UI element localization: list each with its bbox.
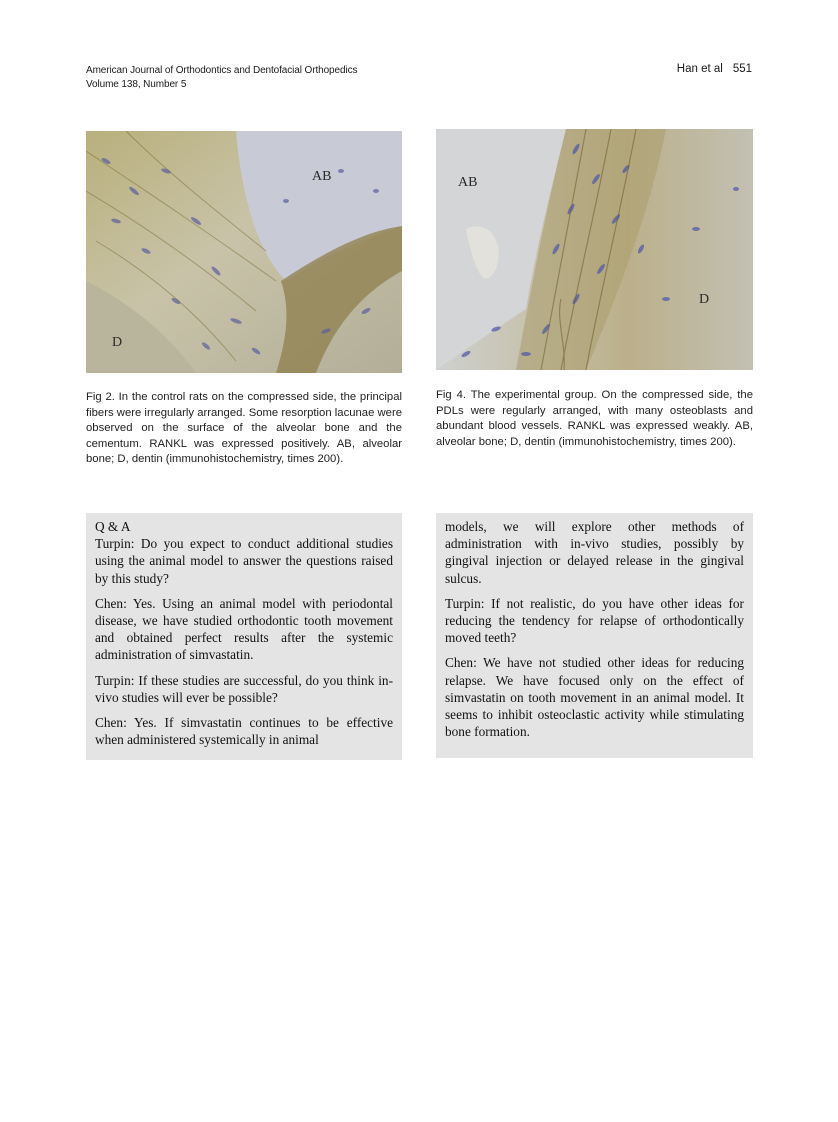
qa-paragraph: Turpin: Do you expect to conduct additional studies using the animal model to answer the questions raised by this study? xyxy=(95,536,393,586)
fig2-label-ab: AB xyxy=(312,169,332,184)
qa-paragraph: Chen: Yes. Using an animal model with periodontal disease, we have studied orthodontic tooth movement and obtained perfect results after the systemic administration of simvastatin. xyxy=(95,595,393,663)
figure-2-image xyxy=(86,131,402,373)
fig2-label-d: D xyxy=(112,335,123,350)
qa-paragraph: Turpin: If not realistic, do you have other ideas for reducing the tendency for relapse of orthodontically moved teeth? xyxy=(445,595,744,646)
running-header xyxy=(86,64,357,92)
qa-box-right xyxy=(436,513,753,758)
fig4-label-ab: AB xyxy=(458,175,478,190)
page-header-right xyxy=(677,63,752,75)
figure-4-image xyxy=(436,129,753,370)
figure-4-caption: Fig 4. The experimental group. On the compressed side, the PDLs were regularly arranged, with many osteoblasts and abundant blood vessels. RANKL was expressed weakly. AB, alveolar bone; D, dentin (immunohistochemistry, times 200). xyxy=(436,389,753,448)
qa-title: Q & A xyxy=(95,519,131,534)
page-number: 551 xyxy=(732,63,752,75)
qa-box-left xyxy=(86,513,402,760)
journal-title: American Journal of Orthodontics and Dentofacial Orthopedics xyxy=(86,65,358,76)
qa-paragraph: Turpin: If these studies are successful, do you think in-vivo studies will ever be possible? xyxy=(95,672,393,705)
fig4-label-d: D xyxy=(699,292,710,307)
authors: Han et al xyxy=(676,63,723,75)
qa-paragraph: Chen: Yes. If simvastatin continues to be effective when administered systemically in animal xyxy=(95,715,393,748)
qa-paragraph: Chen: We have not studied other ideas for reducing relapse. We have focused only on the effect of simvastatin on tooth movement in an animal model. It seems to inhibit osteoclastic activity while stimulating bone formation. xyxy=(445,655,744,740)
qa-paragraph: models, we will explore other methods of administration with in-vivo studies, possibly by gingival injection or delayed release in the gingival sulcus. xyxy=(445,519,744,586)
figure-2-caption: Fig 2. In the control rats on the compressed side, the principal fibers were irregularly arranged. Some resorption lacunae were observed on the surface of the alveolar bone and the cementum. RANKL was expressed positively. AB, alveolar bone; D, dentin (immunohistochemistry, times 200). xyxy=(86,391,402,466)
journal-volume: Volume 138, Number 5 xyxy=(86,79,187,90)
